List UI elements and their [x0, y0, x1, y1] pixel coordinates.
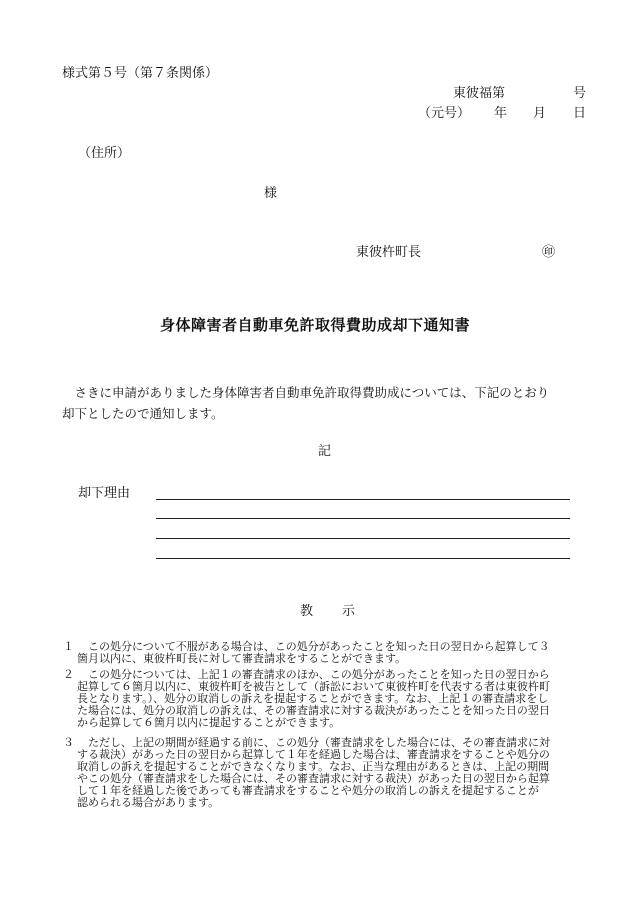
body-line-1: さきに申請がありました身体障害者自動車免許取得費助成については、下記のとおり — [62, 385, 550, 400]
address-label: （住所） — [78, 146, 131, 161]
reason-line-1 — [156, 499, 570, 500]
notice-item-number: ２ — [63, 668, 74, 681]
notice-item-text: ただし、上記の期間が経過する前に、この処分（審査請求をした場合には、その審査請求に対 する裁決）があった日の翌日から起算して１年を経過した場合は、審査請求をすることや処分の 取消しの訴えを提起することができなくなります。なお、正当な理由があるときは、上記の期間 やこの処分（審査請求をした場合には、その審査請求に対する裁決）があった日の翌日から起算 して１年を経過した後であっても審査請求をすることや処分の取消しの訴えを提起することが 認められる場合があります。 — [77, 736, 550, 809]
reason-line-4 — [156, 558, 570, 559]
notice-item-text: この処分について不服がある場合は、この処分があったことを知った日の翌日から起算して３ 箇月以内に、東彼杵町長に対して審査請求をすることができます。 — [77, 640, 550, 665]
body-text — [62, 382, 622, 424]
document-title: 身体障害者自動車免許取得費助成却下通知書 — [159, 316, 470, 334]
notice-heading: 教 示 — [300, 604, 357, 619]
date-month: 月 — [533, 106, 547, 121]
reason-line-2 — [156, 518, 570, 519]
notice-item-number: １ — [63, 640, 74, 653]
reason-line-3 — [156, 538, 570, 539]
date-year: 年 — [494, 106, 508, 121]
date-era: （元号） — [418, 106, 471, 121]
ki-heading: 記 — [318, 444, 332, 459]
issuer-title: 東彼杵町長 — [356, 245, 422, 260]
notice-item-number: ３ — [63, 736, 74, 749]
doc-number-suffix: 号 — [573, 86, 587, 101]
reason-label: 却下理由 — [78, 486, 131, 501]
honorific: 様 — [264, 186, 278, 201]
form-label: 様式第５号（第７条関係） — [62, 66, 219, 81]
date-day: 日 — [573, 106, 587, 121]
body-line-2: 却下としたので通知します。 — [62, 406, 224, 421]
seal-mark: ㊞ — [542, 245, 556, 260]
notice-item-text: この処分については、上記１の審査請求のほか、この処分があったことを知った日の翌日から 起算して６箇月以内に、東彼杵町を被告として（訴訟において東彼杵町を代表する者は東彼杵町 長となります。）、処分の取消しの訴えを提起することができます。なお、上記１の審査請求をし た場合には、処分の取消しの訴えは、その審査請求に対する裁決があったことを知った日の翌日 から起算して６箇月以内に提起することができます。 — [77, 668, 550, 729]
doc-number-prefix: 東彼福第 — [453, 86, 506, 101]
